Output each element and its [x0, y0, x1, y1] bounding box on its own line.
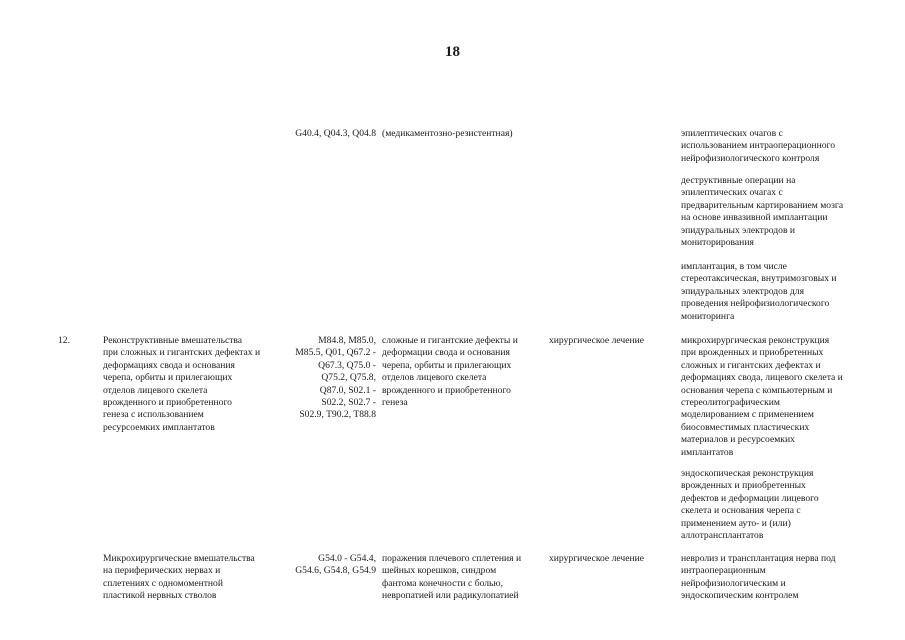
row-3-method-1: невролиз и трансплантация нерва под интраоперационным нейрофизиологическим и эндоскопическим контролем — [681, 553, 836, 602]
row-2-codes: M84.8, M85.0, M85.5, Q01, Q67.2 - Q67.3, Q75.0 - Q75.2, Q75.8, Q87.0, S02.1 - S02.2, S02.7 - S02.9, T90.2, T88.8 — [295, 335, 376, 421]
row-1-method-1: эпилептических очагов с использованием интраоперационного нейрофизиологического контроля — [681, 128, 836, 164]
row-1-method-3: имплантация, в том числе стереотаксическая, внутримозговых и эпидуральных электродов для проведения нейрофизиологического мониторинга — [681, 261, 837, 322]
page-number: 18 — [445, 44, 460, 60]
row-3-codes: G54.0 - G54.4, G54.6, G54.8, G54.9 — [295, 553, 376, 577]
row-2-method-2: эндоскопическая реконструкция врожденных и приобретенных дефектов и деформации лицевого скелета и основания черепа с применением ауто- и (или) аллотрансплантатов — [681, 468, 819, 542]
row-3-treatment-type: хирургическое лечение — [549, 553, 645, 564]
row-1-patient-model: (медикаментозно-резистентная) — [382, 128, 513, 139]
row-2-number: 12. — [58, 335, 70, 346]
row-3-patient-model: поражения плечевого сплетения и шейных корешков, синдром фантома конечности с болью, невропатией или радикулопатией — [382, 553, 522, 602]
row-1-method-2: деструктивные операции на эпилептических очагах с предварительным картированием мозга на основе инвазивной имплантации эпидуральных электродов и мониторирования — [681, 175, 844, 249]
row-1-codes: G40.4, Q04.3, Q04.8 — [295, 128, 376, 139]
row-2-method-1: микрохирургическая реконструкция при врожденных и приобретенных сложных и гигантских дефектах и деформациях свода, лицевого скелета и основания черепа с компьютерным и стереолитографическим моделированием с применением биосовместимых пластических материалов и ресурсоемких имплантатов — [681, 335, 843, 458]
row-2-treatment-type: хирургическое лечение — [549, 335, 645, 346]
row-2-intervention-name: Реконструктивные вмешательства при сложных и гигантских дефектах и деформациях свода и основания черепа, орбиты и прилегающих отделов лицевого скелета врожденного и приобретенного генеза с использованием ресурсоемких имплантатов — [103, 335, 261, 433]
row-3-intervention-name: Микрохирургические вмешательства на периферических нервах и сплетениях с одномоментной пластикой нервных стволов — [103, 553, 255, 602]
row-2-patient-model: сложные и гигантские дефекты и деформации свода и основания черепа, орбиты и прилегающих отделов лицевого скелета врожденного и приобретенного генеза — [382, 335, 518, 409]
